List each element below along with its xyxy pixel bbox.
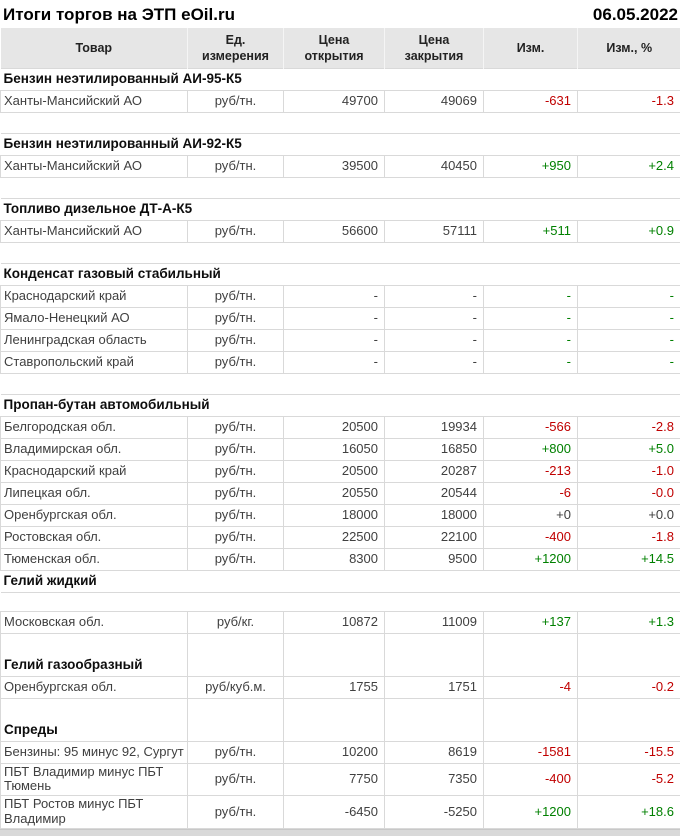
column-header-product: Товар <box>1 28 188 68</box>
spacer-row <box>1 633 680 654</box>
close-price-cell: 18000 <box>385 504 484 526</box>
table-row <box>1 438 680 460</box>
change-cell: - <box>484 307 578 329</box>
close-price-cell: 1751 <box>385 676 484 698</box>
product-cell: Бензины: 95 минус 92, Сургут <box>1 741 188 763</box>
change-cell: +0 <box>484 504 578 526</box>
change-pct-cell: -5.2 <box>578 763 680 796</box>
unit-cell: руб/тн. <box>188 329 284 351</box>
section-header-cell <box>484 719 578 741</box>
unit-cell: руб/тн. <box>188 526 284 548</box>
section-header-row <box>1 654 680 676</box>
change-pct-cell: -1.0 <box>578 460 680 482</box>
section-header-cell <box>284 654 385 676</box>
close-price-cell: 20287 <box>385 460 484 482</box>
close-price-cell: -5250 <box>385 796 484 829</box>
change-cell: -4 <box>484 676 578 698</box>
spacer-cell <box>188 633 284 654</box>
change-cell: -6 <box>484 482 578 504</box>
section-title: Бензин неэтилированный АИ-95-К5 <box>1 68 680 90</box>
spacer-cell <box>1 177 680 198</box>
table-row <box>1 763 680 796</box>
product-cell: Ханты-Мансийский АО <box>1 90 188 112</box>
change-cell: - <box>484 351 578 373</box>
close-price-cell: - <box>385 329 484 351</box>
spacer-cell <box>385 633 484 654</box>
change-cell: +1200 <box>484 548 578 570</box>
product-cell: Оренбургская обл. <box>1 676 188 698</box>
close-price-cell: 11009 <box>385 611 484 633</box>
close-price-cell: 16850 <box>385 438 484 460</box>
unit-cell: руб/тн. <box>188 482 284 504</box>
open-price-cell: 10872 <box>284 611 385 633</box>
table-row <box>1 307 680 329</box>
close-price-cell: 49069 <box>385 90 484 112</box>
table-row <box>1 676 680 698</box>
product-cell: Ханты-Мансийский АО <box>1 155 188 177</box>
change-cell: +1200 <box>484 796 578 829</box>
table-row <box>1 482 680 504</box>
change-cell: - <box>484 285 578 307</box>
column-header-unit: Ед. измерения <box>188 28 284 68</box>
table-row <box>1 155 680 177</box>
close-price-cell: 22100 <box>385 526 484 548</box>
close-price-cell: 20544 <box>385 482 484 504</box>
open-price-cell: - <box>284 351 385 373</box>
product-cell: Владимирская обл. <box>1 438 188 460</box>
open-price-cell: 18000 <box>284 504 385 526</box>
unit-cell: руб/тн. <box>188 416 284 438</box>
open-price-cell: - <box>284 307 385 329</box>
section-header-row <box>1 570 680 592</box>
section-title: Бензин неэтилированный АИ-92-К5 <box>1 133 680 155</box>
blank-row <box>1 592 680 611</box>
section-header-row <box>1 719 680 741</box>
change-pct-cell: +1.3 <box>578 611 680 633</box>
column-header-change: Изм. <box>484 28 578 68</box>
open-price-cell: 10200 <box>284 741 385 763</box>
change-cell: -1581 <box>484 741 578 763</box>
unit-cell: руб/тн. <box>188 796 284 829</box>
change-cell: -400 <box>484 526 578 548</box>
table-row <box>1 416 680 438</box>
column-header-change-pct: Изм., % <box>578 28 680 68</box>
spacer-cell <box>1 112 680 133</box>
section-header-row <box>1 198 680 220</box>
open-price-cell: 1755 <box>284 676 385 698</box>
spacer-row <box>1 177 680 198</box>
unit-cell: руб/тн. <box>188 351 284 373</box>
change-cell: +137 <box>484 611 578 633</box>
section-header-cell <box>284 719 385 741</box>
table-row <box>1 220 680 242</box>
change-cell: -566 <box>484 416 578 438</box>
spacer-row <box>1 242 680 263</box>
spacer-cell <box>1 242 680 263</box>
close-price-cell: 8619 <box>385 741 484 763</box>
change-cell: +800 <box>484 438 578 460</box>
section-header-row <box>1 263 680 285</box>
open-price-cell: 39500 <box>284 155 385 177</box>
horizontal-scrollbar[interactable] <box>0 829 680 836</box>
page-title: Итоги торгов на ЭТП eOil.ru <box>3 4 235 26</box>
spacer-cell <box>284 698 385 719</box>
unit-cell: руб/тн. <box>188 90 284 112</box>
change-pct-cell: +0.0 <box>578 504 680 526</box>
table-row <box>1 611 680 633</box>
table-body <box>1 68 680 829</box>
open-price-cell: 16050 <box>284 438 385 460</box>
unit-cell: руб/тн. <box>188 741 284 763</box>
close-price-cell: 40450 <box>385 155 484 177</box>
product-cell: Ямало-Ненецкий АО <box>1 307 188 329</box>
product-cell: Краснодарский край <box>1 460 188 482</box>
open-price-cell: 20500 <box>284 416 385 438</box>
table-header <box>1 28 680 68</box>
title-bar <box>0 0 680 28</box>
unit-cell: руб/куб.м. <box>188 676 284 698</box>
change-pct-cell: +0.9 <box>578 220 680 242</box>
open-price-cell: - <box>284 329 385 351</box>
report-date: 06.05.2022 <box>593 4 678 26</box>
spacer-cell <box>284 633 385 654</box>
section-header-row <box>1 133 680 155</box>
unit-cell: руб/тн. <box>188 548 284 570</box>
change-pct-cell: -0.2 <box>578 676 680 698</box>
open-price-cell: 56600 <box>284 220 385 242</box>
trading-results-table <box>0 28 680 829</box>
unit-cell: руб/тн. <box>188 438 284 460</box>
section-header-row <box>1 394 680 416</box>
unit-cell: руб/тн. <box>188 285 284 307</box>
change-pct-cell: -15.5 <box>578 741 680 763</box>
product-cell: Оренбургская обл. <box>1 504 188 526</box>
product-cell: Ханты-Мансийский АО <box>1 220 188 242</box>
section-title: Конденсат газовый стабильный <box>1 263 680 285</box>
section-title: Гелий жидкий <box>1 570 680 592</box>
change-pct-cell: - <box>578 285 680 307</box>
change-cell: -213 <box>484 460 578 482</box>
close-price-cell: 19934 <box>385 416 484 438</box>
change-pct-cell: - <box>578 351 680 373</box>
change-pct-cell: +2.4 <box>578 155 680 177</box>
product-cell: ПБТ Владимир минус ПБТ Тюмень <box>1 763 188 796</box>
open-price-cell: -6450 <box>284 796 385 829</box>
spacer-cell <box>484 698 578 719</box>
open-price-cell: 8300 <box>284 548 385 570</box>
spacer-row <box>1 112 680 133</box>
unit-cell: руб/тн. <box>188 307 284 329</box>
product-cell: Белгородская обл. <box>1 416 188 438</box>
blank-cell <box>1 592 680 611</box>
unit-cell: руб/кг. <box>188 611 284 633</box>
close-price-cell: - <box>385 307 484 329</box>
unit-cell: руб/тн. <box>188 460 284 482</box>
section-title: Спреды <box>1 719 188 741</box>
product-cell: Липецкая обл. <box>1 482 188 504</box>
column-header-row <box>1 28 680 68</box>
open-price-cell: 7750 <box>284 763 385 796</box>
spacer-cell <box>1 633 188 654</box>
spacer-row <box>1 373 680 394</box>
close-price-cell: 57111 <box>385 220 484 242</box>
product-cell: Ставропольский край <box>1 351 188 373</box>
table-row <box>1 351 680 373</box>
unit-cell: руб/тн. <box>188 155 284 177</box>
table-row <box>1 285 680 307</box>
change-pct-cell: -1.3 <box>578 90 680 112</box>
change-pct-cell: - <box>578 329 680 351</box>
table-row <box>1 526 680 548</box>
change-pct-cell: -2.8 <box>578 416 680 438</box>
spacer-cell <box>385 698 484 719</box>
change-pct-cell: -1.8 <box>578 526 680 548</box>
product-cell: Тюменская обл. <box>1 548 188 570</box>
section-header-row <box>1 68 680 90</box>
change-cell: -400 <box>484 763 578 796</box>
open-price-cell: 49700 <box>284 90 385 112</box>
open-price-cell: 20550 <box>284 482 385 504</box>
change-pct-cell: +5.0 <box>578 438 680 460</box>
section-title: Топливо дизельное ДТ-А-К5 <box>1 198 680 220</box>
close-price-cell: - <box>385 285 484 307</box>
section-header-cell <box>385 654 484 676</box>
section-header-cell <box>578 719 680 741</box>
change-pct-cell: - <box>578 307 680 329</box>
table-row <box>1 329 680 351</box>
section-title: Гелий газообразный <box>1 654 188 676</box>
close-price-cell: - <box>385 351 484 373</box>
change-pct-cell: +18.6 <box>578 796 680 829</box>
unit-cell: руб/тн. <box>188 504 284 526</box>
section-header-cell <box>188 719 284 741</box>
section-header-cell <box>578 654 680 676</box>
spacer-cell <box>1 698 188 719</box>
section-header-cell <box>188 654 284 676</box>
product-cell: Краснодарский край <box>1 285 188 307</box>
open-price-cell: - <box>284 285 385 307</box>
spacer-cell <box>578 698 680 719</box>
close-price-cell: 9500 <box>385 548 484 570</box>
spacer-cell <box>484 633 578 654</box>
table-row <box>1 741 680 763</box>
change-pct-cell: -0.0 <box>578 482 680 504</box>
product-cell: Московская обл. <box>1 611 188 633</box>
change-cell: +950 <box>484 155 578 177</box>
unit-cell: руб/тн. <box>188 763 284 796</box>
section-header-cell <box>385 719 484 741</box>
spacer-cell <box>1 373 680 394</box>
section-header-cell <box>484 654 578 676</box>
change-cell: +511 <box>484 220 578 242</box>
spacer-cell <box>578 633 680 654</box>
table-row <box>1 548 680 570</box>
product-cell: Ростовская обл. <box>1 526 188 548</box>
open-price-cell: 22500 <box>284 526 385 548</box>
product-cell: Ленинградская область <box>1 329 188 351</box>
close-price-cell: 7350 <box>385 763 484 796</box>
table-row <box>1 90 680 112</box>
change-pct-cell: +14.5 <box>578 548 680 570</box>
table-row <box>1 504 680 526</box>
column-header-open-price: Цена открытия <box>284 28 385 68</box>
table-row <box>1 796 680 829</box>
spacer-row <box>1 698 680 719</box>
spacer-cell <box>188 698 284 719</box>
change-cell: -631 <box>484 90 578 112</box>
table-row <box>1 460 680 482</box>
product-cell: ПБТ Ростов минус ПБТ Владимир <box>1 796 188 829</box>
column-header-close-price: Цена закрытия <box>385 28 484 68</box>
change-cell: - <box>484 329 578 351</box>
unit-cell: руб/тн. <box>188 220 284 242</box>
open-price-cell: 20500 <box>284 460 385 482</box>
section-title: Пропан-бутан автомобильный <box>1 394 680 416</box>
